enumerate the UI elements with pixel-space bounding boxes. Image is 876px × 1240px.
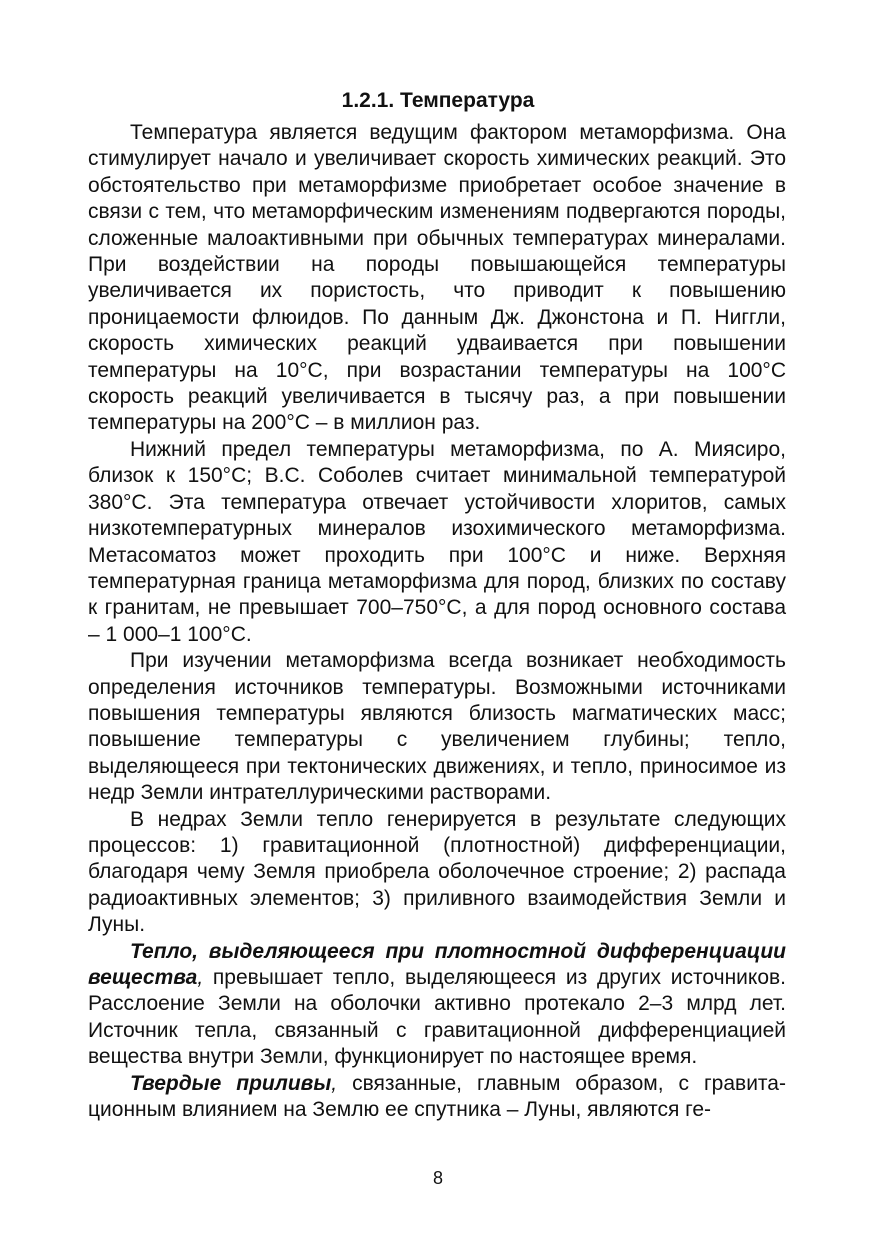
- paragraph-text: превышает тепло, выделяющееся из других источников. Расслоение Земли на оболочки активно протекало 2–3 млрд лет. Источник тепла, связанный с гравитационной дифференциацией вещества внутри Земли, функционирует по настоящее время.: [88, 966, 786, 1069]
- body-text: [88, 120, 786, 1123]
- emphasis-punctuation: ,: [197, 966, 204, 989]
- paragraph-text: связанные, главным образом, с гравитационным влиянием на Землю ее спутника – Луны, являются ге-: [88, 1071, 786, 1122]
- emphasis-term: Твердые приливы: [130, 1071, 332, 1095]
- paragraph: [88, 939, 786, 1071]
- emphasis-term: Тепло, выделяющееся при плотностной дифференциации вещества: [88, 939, 786, 989]
- paragraph: [88, 1071, 786, 1124]
- paragraph: При изучении метаморфизма всегда возникает необходимость определения источников температуры. Возможными источниками повышения температуры являются близость магматических масс; повышение температуры с увеличением глубины; тепло, выделяющееся при тектонических движениях, и тепло, приносимое из недр Земли интрателлурическими растворами.: [88, 649, 786, 805]
- page-number: 8: [432, 1168, 443, 1188]
- paragraph: Температура является ведущим фактором метаморфизма. Она стимулирует начало и увеличивает скорость химических реакций. Это обстоятельство при метаморфизме приобретает особое значение в связи с тем, что метаморфическим изменениям подвергаются породы, сложенные малоактивными при обычных температурах минералами. При воздействии на породы повышающейся температуры увеличивается их пористость, что приводит к повышению проницаемости флюидов. По данным Дж. Джонстона и П. Ниггли, скорость химических реакций удваивается при повышении температуры на 10°С, при возрастании температуры на 100°С скорость реакций увеличивается в тысячу раз, а при повышении температуры на 200°С – в миллион раз.: [88, 121, 786, 435]
- paragraph: В недрах Земли тепло генерируется в результате следующих процессов: 1) гравитационной (плотностной) дифференциации, благодаря чему Земля приобрела оболочечное строение; 2) распада радиоактивных элементов; 3) приливного взаимодействия Земли и Луны.: [88, 807, 786, 937]
- paragraph: Нижний предел температуры метаморфизма, по А. Миясиро, близок к 150°С; В.С. Соболев считает минимальной температурой 380°С. Эта температура отвечает устойчивости хлоритов, самых низкотемпературных минералов изохимического метаморфизма. Метасоматоз может проходить при 100°С и ниже. Верхняя температурная граница метаморфизма для пород, близких по составу к гранитам, не превышает 700–750°С, а для пород основного состава – 1 000–1 100°С.: [88, 437, 786, 646]
- section-heading: 1.2.1. Температура: [341, 89, 535, 112]
- emphasis-punctuation: ,: [331, 1071, 338, 1095]
